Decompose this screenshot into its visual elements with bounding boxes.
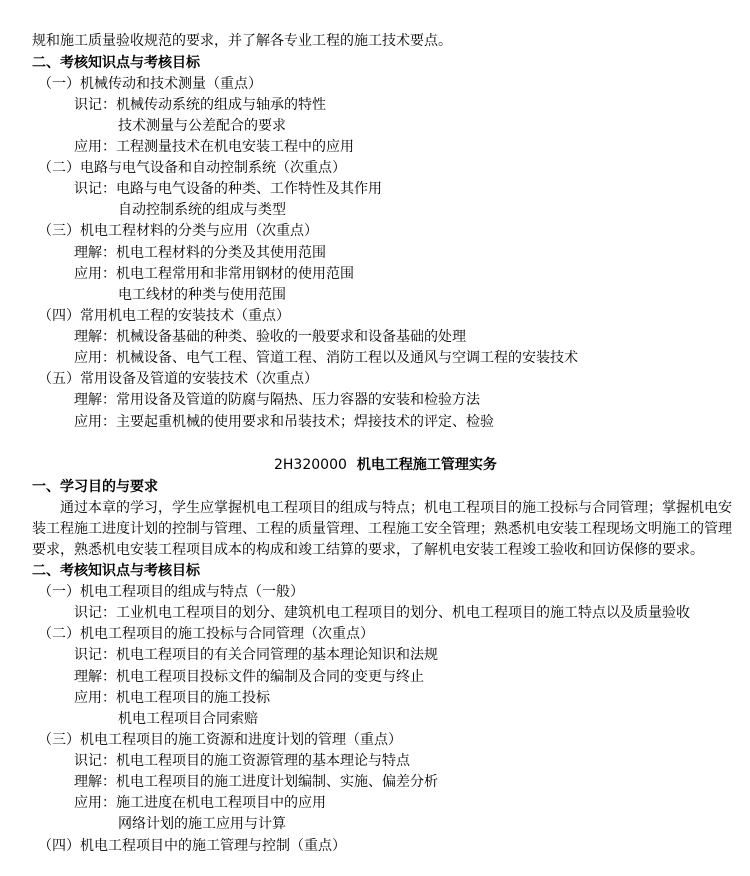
objective-item: 识记：机械传动系统的组成与轴承的特性	[74, 97, 326, 113]
objective-item: 应用：主要起重机械的使用要求和吊装技术；焊接技术的评定、检验	[74, 414, 494, 430]
objective-item: 技术测量与公差配合的要求	[118, 118, 286, 134]
paragraph-line: 通过本章的学习，学生应掌握机电工程项目的组成与特点；机电工程项目的施工投标与合同管理；掌握机电安	[60, 500, 732, 516]
chapter-title	[274, 455, 497, 476]
subsection-heading: （四）机电工程项目中的施工管理与控制（重点）	[38, 838, 346, 854]
objective-item: 应用：机电工程常用和非常用钢材的使用范围	[74, 266, 354, 282]
subsection-heading: （二）机电工程项目的施工投标与合同管理（次重点）	[38, 626, 374, 642]
section-heading: 二、考核知识点与考核目标	[32, 563, 200, 579]
objective-item: 理解：机电工程材料的分类及其使用范围	[74, 245, 326, 261]
objective-item: 识记：电路与电气设备的种类、工作特性及其作用	[74, 181, 382, 197]
objective-item: 应用：工程测量技术在机电安装工程中的应用	[74, 139, 354, 155]
chapter-code: 2H320000	[274, 457, 347, 473]
objective-item: 理解：常用设备及管道的防腐与隔热、压力容器的安装和检验方法	[74, 392, 480, 408]
objective-item: 理解：机电工程项目的施工进度计划编制、实施、偏差分析	[74, 774, 438, 790]
paragraph-line: 装工程施工进度计划的控制与管理、工程的质量管理、工程施工安全管理；熟悉机电安装工程现场文明施工的管理	[32, 521, 732, 537]
objective-item: 机电工程项目合同索赔	[118, 711, 258, 727]
objective-item: 识记：机电工程项目的有关合同管理的基本理论知识和法规	[74, 647, 438, 663]
paragraph-line: 规和施工质量验收规范的要求，并了解各专业工程的施工技术要点。	[32, 33, 452, 49]
subsection-heading: （一）机电工程项目的组成与特点（一般）	[38, 584, 304, 600]
section-heading: 二、考核知识点与考核目标	[32, 55, 200, 71]
subsection-heading: （一）机械传动和技术测量（重点）	[38, 76, 262, 92]
objective-item: 识记：工业机电工程项目的划分、建筑机电工程项目的划分、机电工程项目的施工特点以及质量验收	[74, 605, 690, 621]
section-heading: 一、学习目的与要求	[32, 479, 158, 495]
chapter-name: 机电工程施工管理实务	[356, 457, 497, 473]
objective-item: 应用：机械设备、电气工程、管道工程、消防工程以及通风与空调工程的安装技术	[74, 350, 578, 366]
subsection-heading: （五）常用设备及管道的安装技术（次重点）	[38, 371, 318, 387]
subsection-heading: （四）常用机电工程的安装技术（重点）	[38, 308, 290, 324]
objective-item: 应用：机电工程项目的施工投标	[74, 690, 270, 706]
objective-item: 网络计划的施工应用与计算	[118, 816, 286, 832]
objective-item: 电工线材的种类与使用范围	[118, 287, 286, 303]
subsection-heading: （三）机电工程材料的分类与应用（次重点）	[38, 223, 318, 239]
objective-item: 应用：施工进度在机电工程项目中的应用	[74, 795, 326, 811]
objective-item: 理解：机电工程项目投标文件的编制及合同的变更与终止	[74, 669, 424, 685]
subsection-heading: （三）机电工程项目的施工资源和进度计划的管理（重点）	[38, 732, 402, 748]
objective-item: 自动控制系统的组成与类型	[118, 202, 286, 218]
subsection-heading: （二）电路与电气设备和自动控制系统（次重点）	[38, 160, 346, 176]
paragraph-line: 要求，熟悉机电安装工程项目成本的构成和竣工结算的要求，了解机电安装工程竣工验收和回访保修的要求。	[32, 542, 704, 558]
objective-item: 理解：机械设备基础的种类、验收的一般要求和设备基础的处理	[74, 329, 466, 345]
objective-item: 识记：机电工程项目的施工资源管理的基本理论与特点	[74, 753, 410, 769]
